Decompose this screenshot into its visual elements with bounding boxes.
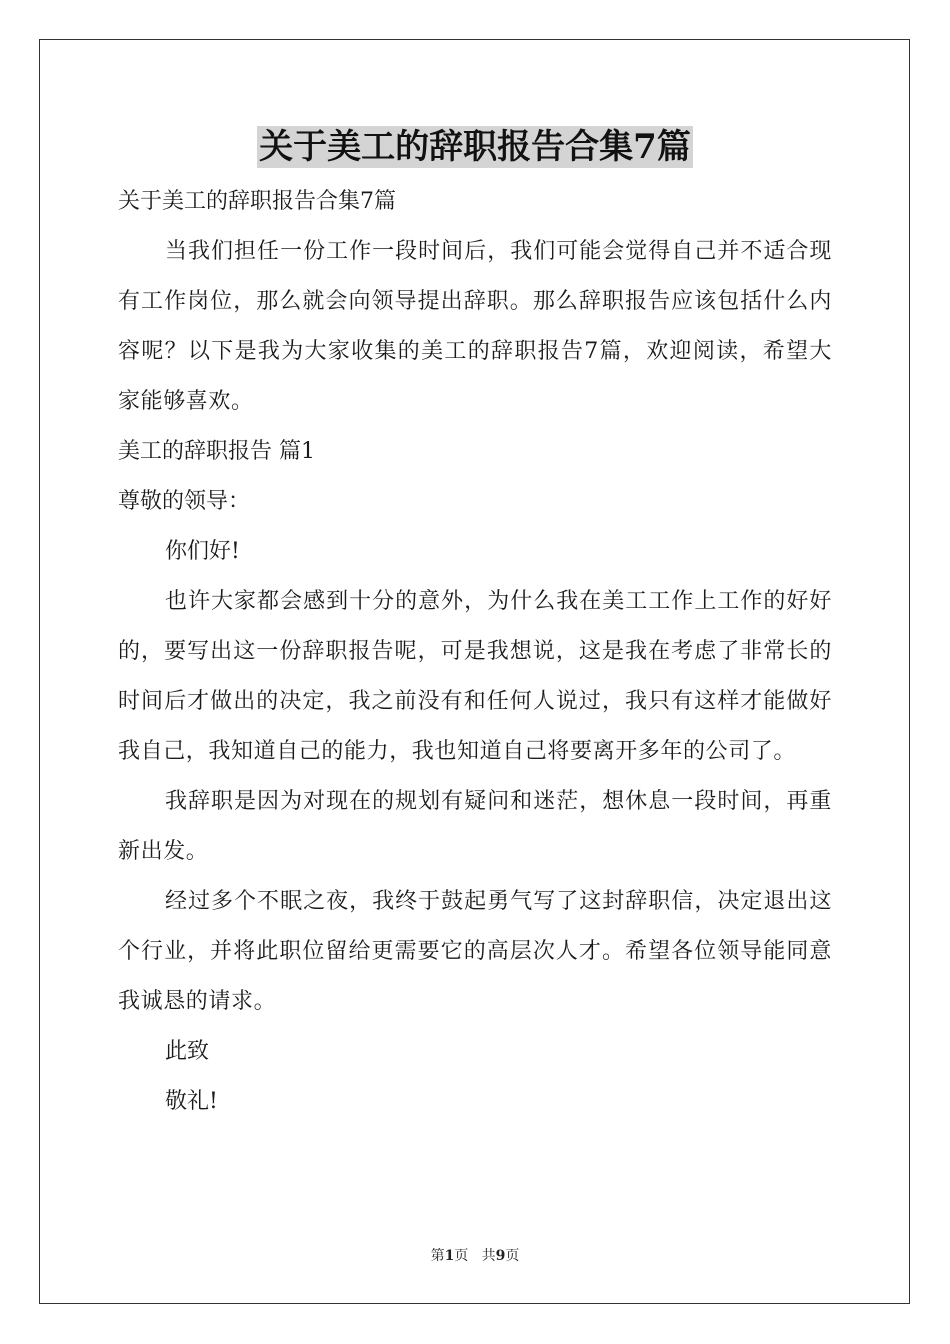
- document-title: 关于美工的辞职报告合集7篇: [259, 127, 691, 167]
- page-prefix: 第: [430, 1248, 445, 1264]
- salutation: 尊敬的领导：: [118, 489, 251, 514]
- section-heading: 美工的辞职报告 篇1: [118, 439, 315, 464]
- total-suffix: 页: [505, 1248, 520, 1264]
- total-pages: 9: [495, 1248, 506, 1264]
- subtitle-line: 关于美工的辞职报告合集7篇: [118, 189, 396, 214]
- greeting: 你们好!: [165, 539, 240, 564]
- intro-paragraph: 当我们担任一份工作一段时间后，我们可能会觉得自己并不适合现有工作岗位，那么就会向领导提出辞职。那么辞职报告应该包括什么内容呢？以下是我为大家收集的美工的辞职报告7篇，欢迎阅读，希望大家能够喜欢。: [118, 239, 832, 414]
- body-paragraph-3: 经过多个不眠之夜，我终于鼓起勇气写了这封辞职信，决定退出这个行业，并将此职位留给更需要它的高层次人才。希望各位领导能同意我诚恳的请求。: [118, 889, 832, 1014]
- closing-line-2: 敬礼!: [165, 1089, 218, 1114]
- page-footer: [0, 1246, 950, 1266]
- body-paragraph-2: 我辞职是因为对现在的规划有疑问和迷茫，想休息一段时间，再重新出发。: [118, 789, 832, 864]
- page-suffix: 页: [454, 1248, 469, 1264]
- closing-line-1: 此致: [165, 1039, 210, 1064]
- total-prefix: 共: [481, 1248, 496, 1264]
- document-body: [118, 177, 832, 1127]
- page-number: 1: [444, 1248, 455, 1264]
- body-paragraph-1: 也许大家都会感到十分的意外，为什么我在美工工作上工作的好好的，要写出这一份辞职报告呢，可是我想说，这是我在考虑了非常长的时间后才做出的决定，我之前没有和任何人说过，我只有这样才能做好我自己，我知道自己的能力，我也知道自己将要离开多年的公司了。: [118, 589, 832, 764]
- title-container: [0, 126, 950, 168]
